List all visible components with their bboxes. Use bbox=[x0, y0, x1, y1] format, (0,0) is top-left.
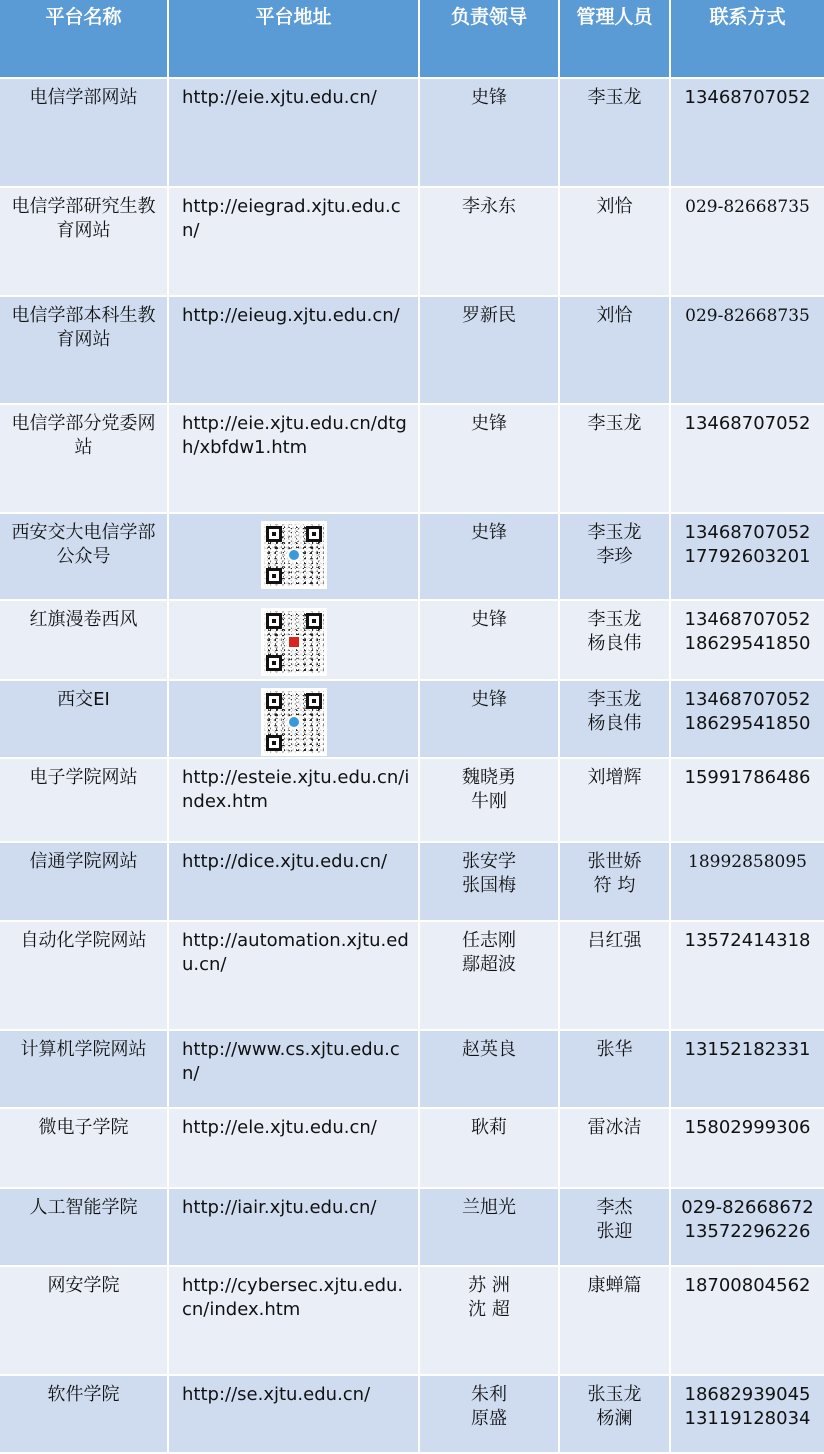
platform-name-cell bbox=[0, 513, 168, 600]
globe-logo-icon bbox=[287, 548, 301, 562]
manager-cell bbox=[559, 600, 670, 680]
contact-cell bbox=[670, 600, 824, 680]
platform-name: 电子学院网站 bbox=[29, 767, 138, 788]
table-row bbox=[0, 1108, 824, 1188]
platform-url-link[interactable]: http://eiegrad.xjtu.edu.cn/ bbox=[182, 196, 401, 241]
table-row bbox=[0, 680, 824, 758]
leader-name: 史锋 bbox=[471, 609, 507, 630]
manager-cell bbox=[559, 921, 670, 1030]
contact-phone: 17792603201 bbox=[684, 546, 811, 567]
qr-code-image bbox=[261, 688, 327, 756]
platform-name-cell bbox=[0, 296, 168, 404]
platform-name-cell bbox=[0, 1188, 168, 1266]
manager-name: 李玉龙 bbox=[587, 87, 642, 108]
leader-cell bbox=[419, 1108, 559, 1188]
qr-finder-pattern bbox=[266, 693, 282, 709]
platform-name-cell bbox=[0, 1375, 168, 1453]
qr-finder-pattern bbox=[266, 655, 282, 671]
leader-cell bbox=[419, 842, 559, 921]
contact-phone: 18629541850 bbox=[684, 633, 811, 654]
leader-name: 兰旭光 bbox=[462, 1197, 516, 1218]
leader-name: 史锋 bbox=[471, 522, 507, 543]
contact-cell bbox=[670, 296, 824, 404]
platform-name-cell bbox=[0, 600, 168, 680]
contact-cell bbox=[670, 758, 824, 842]
platform-address-cell bbox=[168, 1266, 419, 1375]
manager-name: 符 均 bbox=[593, 875, 636, 896]
contact-cell bbox=[670, 78, 824, 187]
platform-address-cell bbox=[168, 842, 419, 921]
manager-cell bbox=[559, 1266, 670, 1375]
contact-phone: 13119128034 bbox=[684, 1408, 811, 1429]
table-header bbox=[0, 0, 824, 78]
manager-name: 张世娇 bbox=[587, 851, 642, 872]
contact-phone: 13468707052 bbox=[684, 609, 811, 630]
qr-finder-pattern bbox=[266, 526, 282, 542]
platform-name: 西安交大电信学部公众号 bbox=[11, 522, 156, 567]
platform-name-cell bbox=[0, 921, 168, 1030]
platform-name-cell bbox=[0, 404, 168, 513]
platform-address-cell bbox=[168, 680, 419, 758]
platform-name: 网安学院 bbox=[47, 1275, 120, 1296]
platform-address-cell bbox=[168, 78, 419, 187]
contact-phone: 18682939045 bbox=[684, 1384, 811, 1405]
header-platform-name: 平台名称 bbox=[0, 0, 168, 78]
platform-address-cell bbox=[168, 1108, 419, 1188]
platform-name: 软件学院 bbox=[47, 1384, 120, 1405]
contact-phone: 18992858095 bbox=[688, 852, 807, 872]
platform-address-cell bbox=[168, 1188, 419, 1266]
leader-cell bbox=[419, 78, 559, 187]
leader-name: 张国梅 bbox=[462, 875, 516, 896]
table-row bbox=[0, 187, 824, 296]
leader-name: 朱利 bbox=[471, 1384, 507, 1405]
table-row bbox=[0, 78, 824, 187]
contact-phone: 15991786486 bbox=[684, 767, 811, 788]
contact-phone: 029-82668735 bbox=[685, 197, 810, 217]
platform-name: 电信学部本科生教育网站 bbox=[11, 305, 156, 350]
contact-phone: 15802999306 bbox=[684, 1117, 811, 1138]
qr-finder-pattern bbox=[306, 526, 322, 542]
platform-name-cell bbox=[0, 680, 168, 758]
contact-cell bbox=[670, 680, 824, 758]
table-row bbox=[0, 600, 824, 680]
header-manager: 管理人员 bbox=[559, 0, 670, 78]
leader-name: 苏 洲 bbox=[468, 1275, 510, 1296]
contact-cell bbox=[670, 842, 824, 921]
table-row bbox=[0, 842, 824, 921]
contact-cell bbox=[670, 1375, 824, 1453]
leader-cell bbox=[419, 680, 559, 758]
platform-name: 人工智能学院 bbox=[29, 1197, 138, 1218]
platform-url-link[interactable]: http://esteie.xjtu.edu.cn/index.htm bbox=[182, 767, 410, 812]
platform-url-link[interactable]: http://eie.xjtu.edu.cn/ bbox=[182, 87, 377, 108]
qr-finder-pattern bbox=[266, 568, 282, 584]
qr-code-wrap bbox=[175, 521, 412, 589]
manager-cell bbox=[559, 187, 670, 296]
manager-cell bbox=[559, 1188, 670, 1266]
manager-cell bbox=[559, 1375, 670, 1453]
platform-name-cell bbox=[0, 1030, 168, 1108]
platform-address-cell bbox=[168, 758, 419, 842]
leader-name: 赵英良 bbox=[462, 1039, 516, 1060]
manager-name: 刘增辉 bbox=[587, 767, 642, 788]
leader-name: 原盛 bbox=[471, 1408, 507, 1429]
flag-logo-icon bbox=[287, 635, 301, 649]
leader-cell bbox=[419, 1375, 559, 1453]
platform-name-cell bbox=[0, 78, 168, 187]
qr-code-wrap bbox=[175, 608, 412, 676]
manager-name: 李玉龙 bbox=[587, 522, 642, 543]
leader-name: 张安学 bbox=[462, 851, 516, 872]
platform-name: 计算机学院网站 bbox=[20, 1039, 147, 1060]
leader-name: 史锋 bbox=[471, 689, 507, 710]
contact-phone: 029-82668672 bbox=[681, 1197, 814, 1218]
manager-cell bbox=[559, 404, 670, 513]
manager-cell bbox=[559, 296, 670, 404]
contact-phone: 13468707052 bbox=[684, 413, 811, 434]
leader-cell bbox=[419, 296, 559, 404]
table-row bbox=[0, 1030, 824, 1108]
platform-url-link[interactable]: http://eieug.xjtu.edu.cn/ bbox=[182, 305, 400, 326]
leader-name: 任志刚 bbox=[462, 930, 516, 951]
manager-cell bbox=[559, 1108, 670, 1188]
platform-address-cell bbox=[168, 404, 419, 513]
table-row bbox=[0, 296, 824, 404]
leader-cell bbox=[419, 758, 559, 842]
contact-phone: 13572414318 bbox=[684, 930, 811, 951]
leader-name: 沈 超 bbox=[468, 1299, 510, 1320]
leader-cell bbox=[419, 921, 559, 1030]
contact-cell bbox=[670, 513, 824, 600]
contact-cell bbox=[670, 1108, 824, 1188]
manager-name: 李珍 bbox=[596, 546, 633, 567]
contact-phone: 029-82668735 bbox=[685, 306, 810, 326]
qr-finder-pattern bbox=[306, 613, 322, 629]
contact-phone: 13468707052 bbox=[684, 522, 811, 543]
manager-cell bbox=[559, 680, 670, 758]
contact-phone: 13468707052 bbox=[684, 689, 811, 710]
platform-url-link[interactable]: http://eie.xjtu.edu.cn/dtgh/xbfdw1.htm bbox=[182, 413, 407, 458]
manager-name: 杨良伟 bbox=[587, 633, 642, 654]
table-row bbox=[0, 1188, 824, 1266]
qr-finder-pattern bbox=[306, 693, 322, 709]
leader-cell bbox=[419, 513, 559, 600]
table-row bbox=[0, 921, 824, 1030]
manager-name: 吕红强 bbox=[587, 930, 642, 951]
leader-name: 罗新民 bbox=[462, 305, 516, 326]
platform-name-cell bbox=[0, 1266, 168, 1375]
table-row bbox=[0, 404, 824, 513]
manager-name: 雷冰洁 bbox=[587, 1117, 642, 1138]
platform-url-link[interactable]: http://automation.xjtu.edu.cn/ bbox=[182, 930, 409, 975]
platform-url-link[interactable]: http://dice.xjtu.edu.cn/ bbox=[182, 851, 388, 872]
qr-finder-pattern bbox=[266, 613, 282, 629]
contact-phone: 18700804562 bbox=[684, 1275, 811, 1296]
leader-name: 史锋 bbox=[471, 413, 507, 434]
leader-cell bbox=[419, 404, 559, 513]
platform-name-cell bbox=[0, 842, 168, 921]
contact-cell bbox=[670, 921, 824, 1030]
contact-cell bbox=[670, 187, 824, 296]
manager-name: 张迎 bbox=[596, 1221, 633, 1242]
platform-address-cell bbox=[168, 1375, 419, 1453]
platform-name: 电信学部分党委网站 bbox=[11, 413, 156, 458]
platform-address-cell bbox=[168, 296, 419, 404]
manager-cell bbox=[559, 78, 670, 187]
platform-name: 电信学部网站 bbox=[29, 87, 138, 108]
manager-cell bbox=[559, 513, 670, 600]
table-row bbox=[0, 1375, 824, 1453]
qr-code-image bbox=[261, 608, 327, 676]
manager-name: 杨良伟 bbox=[587, 713, 642, 734]
platform-address-cell bbox=[168, 1030, 419, 1108]
platform-name: 电信学部研究生教育网站 bbox=[11, 196, 156, 241]
manager-name: 刘恰 bbox=[596, 305, 633, 326]
contact-cell bbox=[670, 404, 824, 513]
leader-cell bbox=[419, 600, 559, 680]
platform-url-link[interactable]: http://se.xjtu.edu.cn/ bbox=[182, 1384, 371, 1405]
contact-phone: 13468707052 bbox=[684, 87, 811, 108]
contact-cell bbox=[670, 1030, 824, 1108]
leader-cell bbox=[419, 1188, 559, 1266]
manager-cell bbox=[559, 1030, 670, 1108]
leader-name: 耿莉 bbox=[471, 1117, 507, 1138]
manager-name: 刘恰 bbox=[596, 196, 633, 217]
qr-code-image bbox=[261, 521, 327, 589]
contact-phone: 18629541850 bbox=[684, 713, 811, 734]
table-row bbox=[0, 513, 824, 600]
platform-url-link[interactable]: http://ele.xjtu.edu.cn/ bbox=[182, 1117, 377, 1138]
manager-name: 李玉龙 bbox=[587, 609, 642, 630]
leader-name: 李永东 bbox=[462, 196, 516, 217]
platform-url-link[interactable]: http://www.cs.xjtu.edu.cn/ bbox=[182, 1039, 400, 1084]
qr-code-wrap bbox=[175, 688, 412, 756]
manager-name: 李玉龙 bbox=[587, 689, 642, 710]
header-leader: 负责领导 bbox=[419, 0, 559, 78]
manager-name: 张玉龙 bbox=[587, 1384, 642, 1405]
platform-name: 信通学院网站 bbox=[29, 851, 138, 872]
leader-name: 史锋 bbox=[471, 87, 507, 108]
leader-name: 鄢超波 bbox=[462, 954, 516, 975]
platform-url-link[interactable]: http://iair.xjtu.edu.cn/ bbox=[182, 1197, 377, 1218]
leader-cell bbox=[419, 1266, 559, 1375]
manager-name: 康蝉篇 bbox=[587, 1275, 642, 1296]
leader-name: 魏晓勇 bbox=[462, 767, 516, 788]
manager-name: 李玉龙 bbox=[587, 413, 642, 434]
platform-url-link[interactable]: http://cybersec.xjtu.edu.cn/index.htm bbox=[182, 1275, 404, 1320]
contact-phone: 13152182331 bbox=[684, 1039, 811, 1060]
manager-name: 张华 bbox=[596, 1039, 633, 1060]
globe-logo-icon bbox=[287, 715, 301, 729]
header-contact: 联系方式 bbox=[670, 0, 824, 78]
table-row bbox=[0, 1266, 824, 1375]
manager-cell bbox=[559, 758, 670, 842]
platform-name: 微电子学院 bbox=[38, 1117, 129, 1138]
platform-name-cell bbox=[0, 187, 168, 296]
header-row bbox=[0, 0, 824, 78]
platform-name: 红旗漫卷西风 bbox=[29, 609, 138, 630]
contact-cell bbox=[670, 1188, 824, 1266]
header-platform-address: 平台地址 bbox=[168, 0, 419, 78]
platform-name-cell bbox=[0, 758, 168, 842]
leader-cell bbox=[419, 1030, 559, 1108]
manager-name: 李杰 bbox=[596, 1197, 633, 1218]
leader-name: 牛刚 bbox=[471, 791, 507, 812]
contact-phone: 13572296226 bbox=[684, 1221, 811, 1242]
table-row bbox=[0, 758, 824, 842]
table-body bbox=[0, 78, 824, 1453]
platform-address-cell bbox=[168, 600, 419, 680]
contact-cell bbox=[670, 1266, 824, 1375]
platform-name: 西交EI bbox=[57, 689, 110, 710]
platform-address-cell bbox=[168, 921, 419, 1030]
platform-address-cell bbox=[168, 513, 419, 600]
leader-cell bbox=[419, 187, 559, 296]
qr-finder-pattern bbox=[266, 735, 282, 751]
platform-name: 自动化学院网站 bbox=[20, 930, 147, 951]
platform-address-cell bbox=[168, 187, 419, 296]
manager-name: 杨澜 bbox=[596, 1408, 633, 1429]
platform-name-cell bbox=[0, 1108, 168, 1188]
manager-cell bbox=[559, 842, 670, 921]
